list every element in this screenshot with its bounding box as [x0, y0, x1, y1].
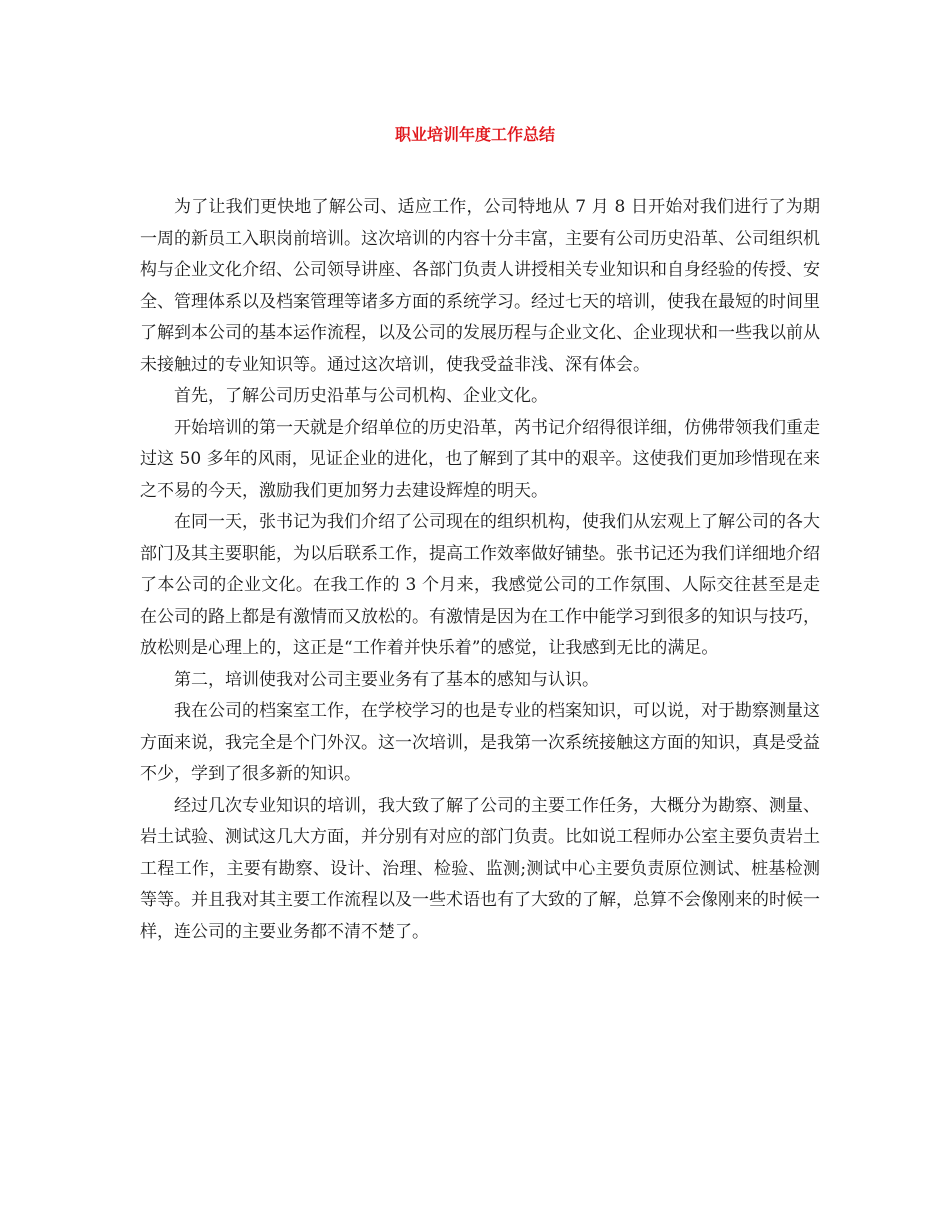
- paragraph-intro: 为了让我们更快地了解公司、适应工作，公司特地从 7 月 8 日开始对我们进行了为期一周的新员工入职岗前培训。这次培训的内容十分丰富，主要有公司历史沿革、公司组织机构与企业文化介绍、公司领导讲座、各部门负责人讲授相关专业知识和自身经验的传授、安全、管理体系以及档案管理等诸多方面的系统学习。经过七天的培训，使我在最短的时间里了解到本公司的基本运作流程，以及公司的发展历程与企业文化、企业现状和一些我以前从未接触过的专业知识等。通过这次培训，使我受益非浅、深有体会。: [140, 197, 820, 375]
- document-body: [140, 192, 820, 948]
- paragraph-history: 开始培训的第一天就是介绍单位的历史沿革，芮书记介绍得很详细，仿佛带领我们重走过这 50 多年的风雨，见证企业的进化，也了解到了其中的艰辛。这使我们更加珍惜现在来之不易的今天，激励我们更加努力去建设辉煌的明天。: [140, 417, 820, 501]
- paragraph-second-point: 第二，培训使我对公司主要业务有了基本的感知与认识。: [174, 669, 599, 690]
- paragraph-first-point: 首先，了解公司历史沿革与公司机构、企业文化。: [174, 386, 548, 406]
- document-title: 职业培训年度工作总结: [394, 125, 555, 144]
- paragraph-business: 经过几次专业知识的培训，我大致了解了公司的主要工作任务，大概分为勘察、测量、岩土试验、测试这几大方面，并分别有对应的部门负责。比如说工程师办公室主要负责岩土工程工作，主要有勘察、设计、治理、检验、监测;测试中心主要负责原位测试、桩基检测等等。并且我对其主要工作流程以及一些术语也有了大致的了解，总算不会像刚来的时候一样，连公司的主要业务都不清不楚了。: [140, 795, 820, 942]
- paragraph-organization: 在同一天，张书记为我们介绍了公司现在的组织机构，使我们从宏观上了解公司的各大部门及其主要职能，为以后联系工作，提高工作效率做好铺垫。张书记还为我们详细地介绍了本公司的企业文化。在我工作的 3 个月来，我感觉公司的工作氛围、人际交往甚至是走在公司的路上都是有激情而又放松的。有激情是因为在工作中能学习到很多的知识与技巧，放松则是心理上的，这正是“工作着并快乐着”的感觉，让我感到无比的满足。: [140, 512, 820, 658]
- paragraph-archive-work: 我在公司的档案室工作，在学校学习的也是专业的档案知识，可以说，对于勘察测量这方面来说，我完全是个门外汉。这一次培训，是我第一次系统接触这方面的知识，真是受益不少，学到了很多新的知识。: [140, 701, 820, 784]
